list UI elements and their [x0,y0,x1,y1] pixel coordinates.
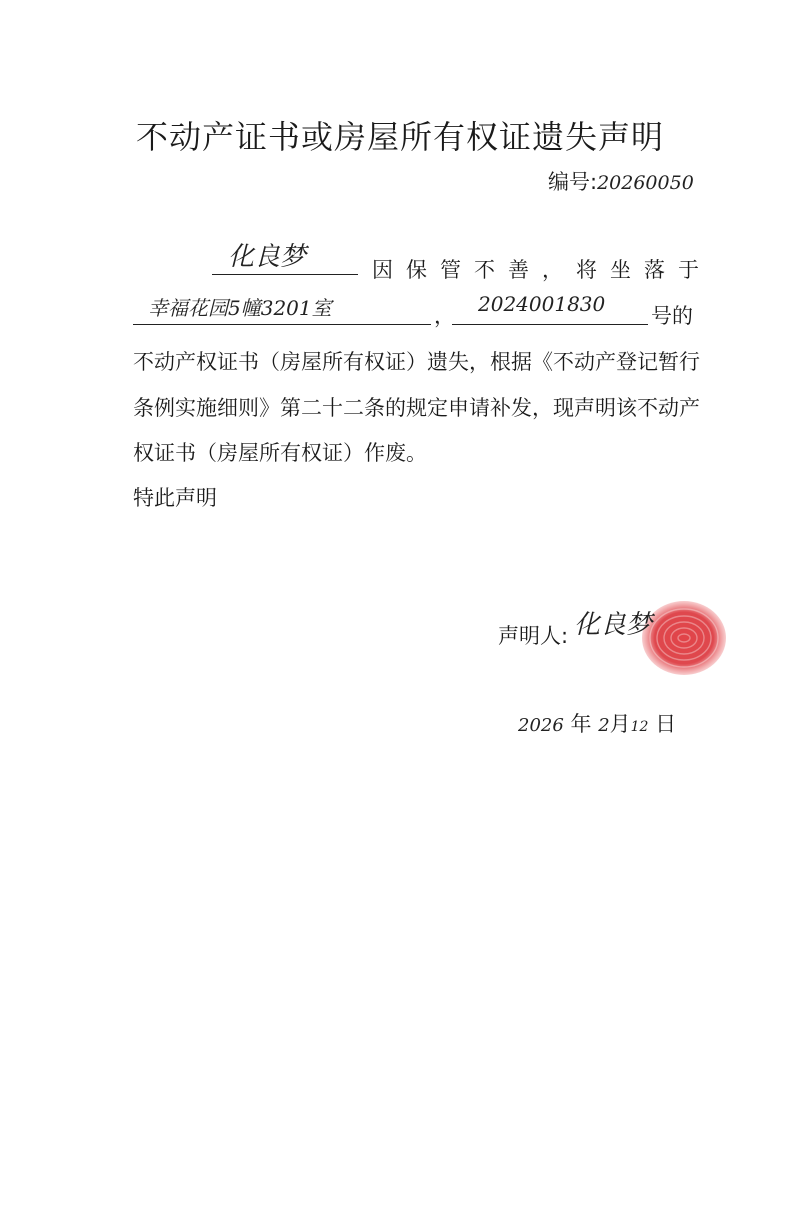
name-underline [212,274,358,275]
signature-handwritten: 化良梦 [574,610,653,640]
serial-number [548,166,694,196]
signature-label: 声明人: [498,624,569,648]
declarant-name-handwritten: 化良梦 [228,242,307,272]
date-day-char: 日 [655,712,677,736]
number-underline [452,324,648,325]
serial-label: 编号: [548,170,598,194]
date-day: 12 [630,719,649,735]
number-suffix: 号的 [651,304,693,328]
date-month-char: 月 [609,712,631,736]
address-underline [133,324,431,325]
address-handwritten: 幸福花园5幢3201室 [148,296,332,320]
certificate-number-handwritten: 2024001830 [478,292,606,316]
date-month: 2 [598,715,610,736]
paragraph-line-3: 权证书（房屋所有权证）作废。 [133,441,427,465]
date-year-char: 年 [570,712,592,736]
closing-statement: 特此声明 [133,486,217,510]
declaration-date [518,708,676,738]
address-comma: ， [434,304,455,328]
serial-value: 20260050 [597,172,694,194]
date-year: 2026 [518,715,564,736]
paragraph-line-2: 条例实施细则》第二十二条的规定申请补发，现声明该不动产 [133,396,700,420]
document-title: 不动产证书或房屋所有权证遗失声明 [135,118,664,156]
paragraph-line-1: 不动产权证书（房屋所有权证）遗失，根据《不动产登记暂行 [133,350,700,374]
declaration-line-1: 因保管不善，将坐落于 [372,258,712,282]
